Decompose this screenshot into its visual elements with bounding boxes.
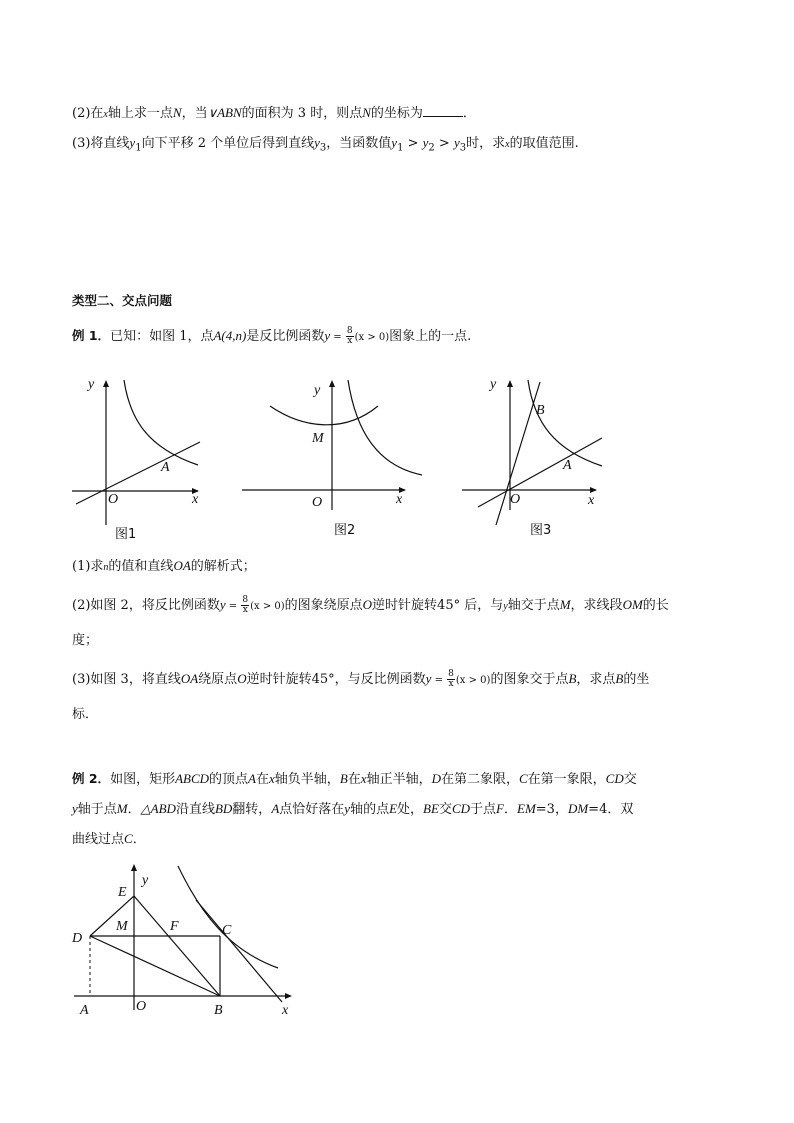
figure-2 [240,370,425,550]
fig4-label-f: F [170,919,179,934]
fig4-label-c: C [222,923,232,938]
fig1-caption: 图1 [115,527,137,542]
e1-q1-text: (1)求n的值和直线OA的解析式； [72,558,256,574]
fraction: $\frac{8}{x}$ [242,595,249,615]
fig1-y-arrow [103,380,109,387]
fig4-label-e: E [118,885,127,900]
fig1-hyperbola [124,380,198,465]
fraction: $\frac{8}{x}$ [346,326,353,346]
fig4-label-d: D [72,931,83,946]
fig3-label-o: O [510,492,521,507]
fig2-y-arrow [329,380,335,387]
fig4-label-a: A [80,1003,89,1018]
fig4-y-arrow [131,864,137,871]
example2-line1: 例 2．如图，矩形ABCD的顶点A在x轴负半轴，B在x轴正半轴，D在第二象限，C在第一象限，CD交 [72,771,637,787]
fig4-seg-eb [134,896,220,996]
example2-line3: 曲线过点C． [72,831,146,847]
figure-3 [458,370,608,550]
fig3-label-y: y [490,377,497,392]
answer-blank [423,104,463,117]
fig3-y-arrow [507,380,513,387]
fig3-label-x: x [588,493,595,508]
fig2-rotated-curve [270,406,378,425]
fraction: $\frac{8}{x}$ [448,669,454,689]
figure-4 [68,860,308,1020]
e1-q2-text-cont: 度； [72,633,99,648]
fig2-label-m: M [312,431,324,446]
fig2-label-y: y [314,383,321,398]
figure-1 [68,370,208,550]
fig2-hyperbola [348,380,422,475]
example2-line2: y轴于点M．△ABD沿直线BD翻转，A点恰好落在y轴的点E处，BE交CD于点F．EM=3，DM=4．双 [72,801,634,817]
q3-text: (3)将直线$y_1$向下平移 2 个单位后得到直线$y_3$，当函数值$y_1 > y_2 > y_3$时，求x的取值范围. [72,135,579,154]
fig4-label-o: O [136,999,147,1014]
e1-q3-text-cont: 标． [72,707,99,722]
fig2-label-o: O [312,495,323,510]
fig1-label-y: y [88,377,95,392]
fig3-caption: 图3 [530,523,552,538]
e1-q2-text: (2)如图 2，将反比例函数y = $\frac{8}{x}$ (x > 0)的图象绕原点O逆时针旋转45° 后，与y轴交于点M，求线段OM的长 [72,595,669,615]
fig2-label-x: x [396,492,403,507]
fig4-hyperbola [178,866,278,968]
fig1-label-a: A [161,460,170,475]
section-heading: 类型二、交点问题 [72,293,173,308]
fig4-x-arrow [285,993,292,999]
fig3-line-oa [478,438,602,507]
fig1-label-x: x [192,492,199,507]
fig4-label-x: x [282,1003,289,1018]
fig3-hyperbola [528,380,602,466]
q2-text: (2)在x轴上求一点N，当∨ABN的面积为 3 时，则点N的坐标为 ． [72,105,476,121]
fig4-label-m: M [116,919,128,934]
fig4-line-through-c [196,900,282,1002]
fig4-label-y: y [142,873,149,888]
example1-text: 例 1．已知：如图 1，点A(4,n)是反比例函数y = $\frac{8}{x}$ (x > 0)图象上的一点. [72,326,472,346]
fig2-caption: 图2 [334,523,356,538]
fig1-label-o: O [108,492,119,507]
fig4-diag-db [90,936,220,996]
fig3-label-b: B [536,403,545,418]
fig1-line-oa [76,442,200,504]
e1-q3-text: (3)如图 3，将直线OA绕原点O逆时针旋转45°，与反比例函数y = $\frac{8}{x}$ (x > 0)的图象交于点B，求点B的坐 [72,669,650,689]
fig3-label-a: A [563,458,572,473]
fig4-label-b: B [214,1003,223,1018]
